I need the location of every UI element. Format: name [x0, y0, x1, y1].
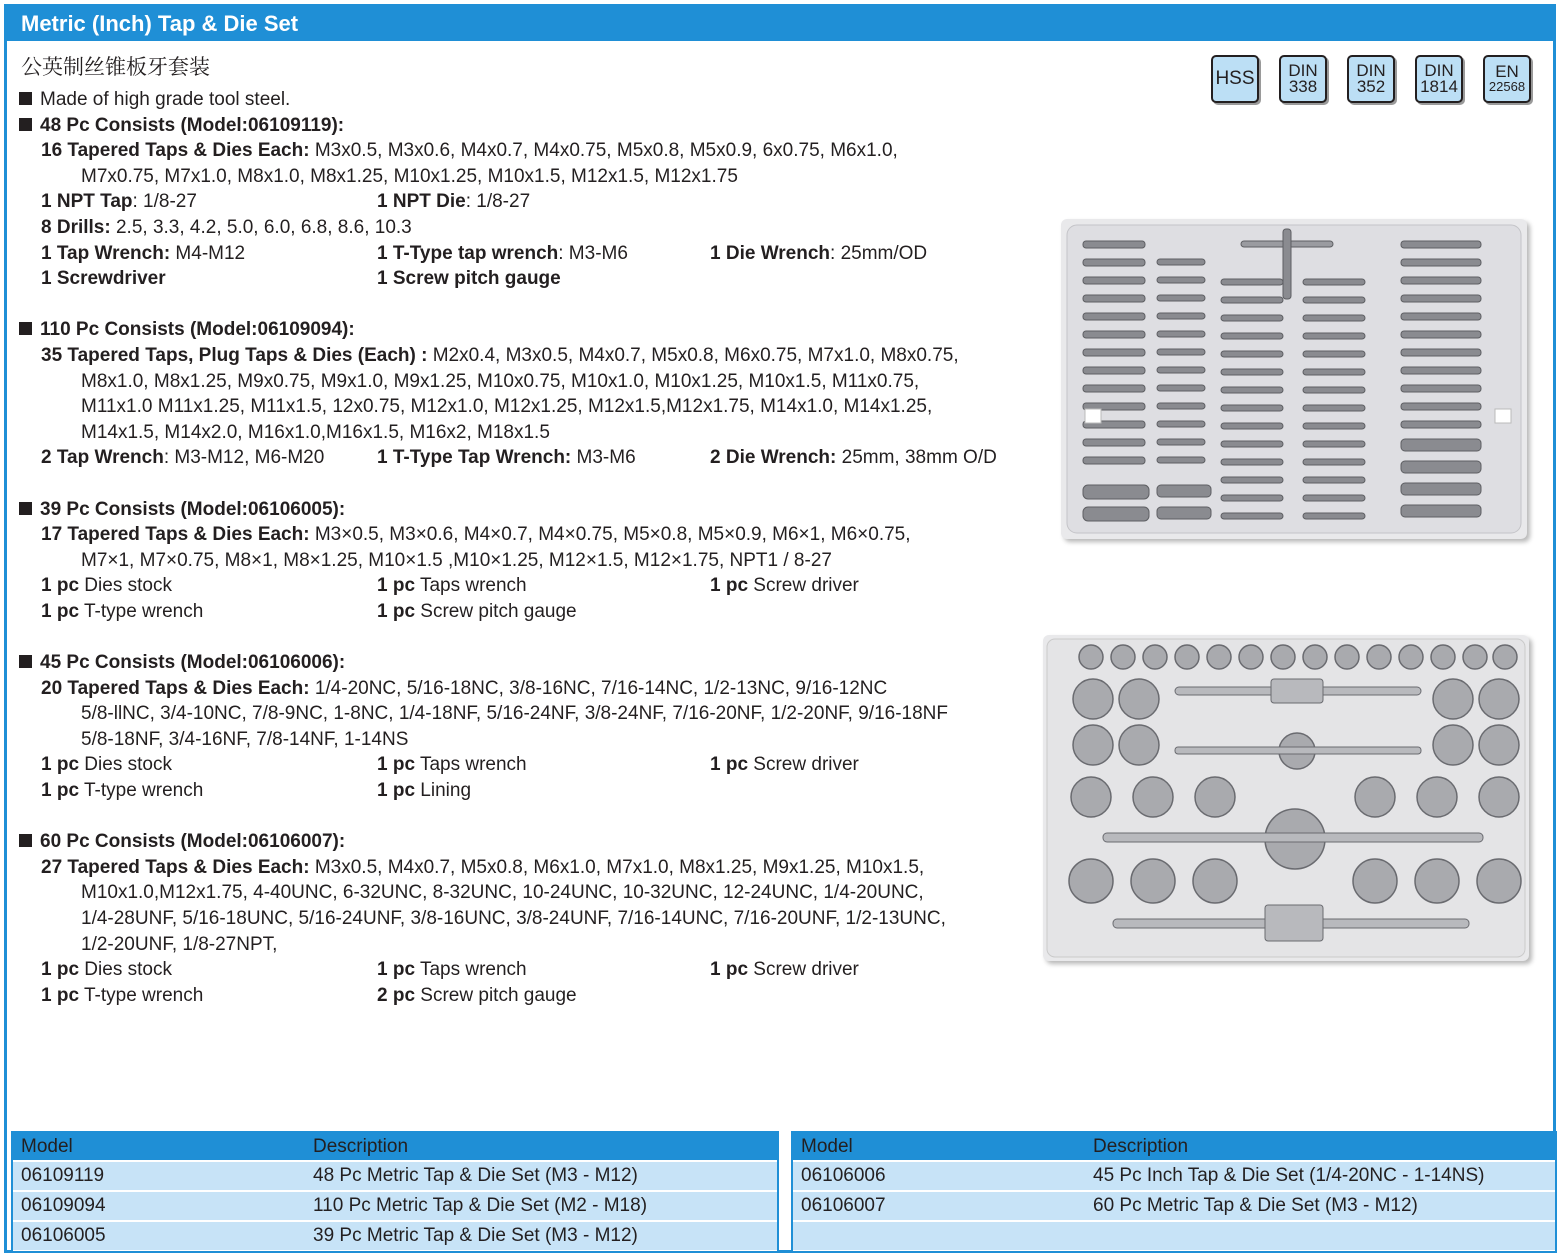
table-row: 06109094 110 Pc Metric Tap & Die Set (M2 - M18) [13, 1190, 777, 1220]
section-110-wrenches: 2 Tap Wrench: M3-M12, M6-M20 1 T-Type Tap Wrench: M3-M6 2 Die Wrench: 25mm, 38mm O/D [41, 447, 997, 469]
section-110-taps-cont: M11x1.0 M11x1.25, M11x1.5, 12x0.75, M12x1.0, M12x1.25, M12x1.5,M12x1.75, M14x1.0, M14x1.25, [81, 396, 933, 418]
table-row [793, 1220, 1555, 1250]
intro-line: Made of high grade tool steel. [19, 87, 997, 113]
tap-set-tray-photo [1061, 219, 1527, 539]
table-header: Model Description [13, 1133, 777, 1160]
section-110-head: 110 Pc Consists (Model:06109094): [19, 317, 997, 343]
bullet-icon [19, 655, 32, 668]
tap-tray-illustration [1061, 219, 1527, 539]
section-60-taps-cont: 1/2-20UNF, 1/8-27NPT, [81, 933, 278, 955]
section-48-drills: 8 Drills: 2.5, 3.3, 4.2, 5.0, 6.0, 6.8, 8.6, 10.3 [41, 216, 412, 238]
section-110-taps-cont: M14x1.5, M14x2.0, M16x1.0,M16x1.5, M16x2, M18x1.5 [81, 421, 550, 443]
badge-din352: DIN 352 [1347, 55, 1395, 103]
section-45-items: 1 pc T-type wrench 1 pc Lining [41, 780, 472, 802]
die-set-tray-photo [1043, 635, 1529, 961]
model-table-left [11, 1131, 779, 1253]
section-45-taps: 20 Tapered Taps & Dies Each: 1/4-20NC, 5/16-18NC, 3/8-16NC, 7/16-14NC, 1/2-13NC, 9/16-12NC [41, 677, 888, 699]
section-39-head: 39 Pc Consists (Model:06106005): [19, 497, 997, 523]
page-title: Metric (Inch) Tap & Die Set [7, 7, 1553, 41]
section-45-taps-cont: 5/8-18NF, 3/4-16NF, 7/8-14NF, 1-14NS [81, 728, 409, 750]
section-48-taps: 16 Tapered Taps & Dies Each: M3x0.5, M3x0.6, M4x0.7, M4x0.75, M5x0.8, M5x0.9, 6x0.75, M6x1.0, [41, 140, 898, 162]
section-60-taps-cont: 1/4-28UNF, 5/16-18UNC, 5/16-24UNF, 3/8-16UNC, 3/8-24UNF, 7/16-14UNC, 7/16-20UNF, 1/2-13UNC, [81, 908, 946, 929]
section-110-taps-cont: M8x1.0, M8x1.25, M9x0.75, M9x1.0, M9x1.25, M10x0.75, M10x1.0, M10x1.25, M10x1.5, M11x0.75, [81, 370, 920, 392]
die-tray-illustration [1043, 635, 1529, 961]
table-row: 06109119 48 Pc Metric Tap & Die Set (M3 - M12) [13, 1160, 777, 1190]
table-row: 06106007 60 Pc Metric Tap & Die Set (M3 - M12) [793, 1190, 1555, 1220]
model-table-right [791, 1131, 1557, 1253]
table-header: Model Description [793, 1133, 1555, 1160]
badge-hss: HSS [1211, 55, 1259, 103]
section-48-head: 48 Pc Consists (Model:06109119): [19, 113, 997, 139]
bullet-icon [19, 118, 32, 131]
section-39-taps: 17 Tapered Taps & Dies Each: M3×0.5, M3×0.6, M4×0.7, M4×0.75, M5×0.8, M5×0.9, M6×1, M6×0.75, [41, 524, 911, 546]
catalog-frame [4, 4, 1556, 1253]
section-48-npt: 1 NPT Tap: 1/8-27 1 NPT Die: 1/8-27 [41, 191, 531, 213]
badge-din1814: DIN 1814 [1415, 55, 1463, 103]
section-60-taps-cont: M10x1.0,M12x1.75, 4-40UNC, 6-32UNC, 8-32UNC, 10-24UNC, 10-32UNC, 12-24UNC, 1/4-20UNC, [81, 882, 924, 904]
bullet-icon [19, 834, 32, 847]
table-row: 06106005 39 Pc Metric Tap & Die Set (M3 - M12) [13, 1220, 777, 1250]
section-39-taps-cont: M7×1, M7×0.75, M8×1, M8×1.25, M10×1.5 ,M10×1.25, M12×1.5, M12×1.75, NPT1 / 8-27 [81, 549, 832, 571]
bullet-icon [19, 92, 32, 105]
bullet-icon [19, 502, 32, 515]
section-48-wrenches: 1 Tap Wrench: M4-M12 1 T-Type tap wrench: M3-M6 1 Die Wrench: 25mm/OD [41, 242, 928, 264]
section-60-taps: 27 Tapered Taps & Dies Each: M3x0.5, M4x0.7, M5x0.8, M6x1.0, M7x1.0, M8x1.25, M9x1.25, M10x1.5, [41, 856, 925, 878]
section-45-items: 1 pc Dies stock 1 pc Taps wrench 1 pc Screw driver [41, 754, 859, 776]
chinese-subtitle: 公英制丝锥板牙套装 [21, 55, 210, 79]
section-60-items: 1 pc Dies stock 1 pc Taps wrench 1 pc Screw driver [41, 959, 859, 981]
spec-content [19, 87, 997, 1008]
section-60-head: 60 Pc Consists (Model:06106007): [19, 829, 997, 855]
section-48-misc: 1 Screwdriver 1 Screw pitch gauge [41, 268, 561, 290]
table-row: 06106006 45 Pc Inch Tap & Die Set (1/4-20NC - 1-14NS) [793, 1160, 1555, 1190]
section-45-head: 45 Pc Consists (Model:06106006): [19, 650, 997, 676]
section-110-taps: 35 Tapered Taps, Plug Taps & Dies (Each) : M2x0.4, M3x0.5, M4x0.7, M5x0.8, M6x0.75, M7x1.0, M8x0.75, [41, 344, 959, 366]
section-39-items: 1 pc T-type wrench 1 pc Screw pitch gauge [41, 600, 577, 622]
section-45-taps-cont: 5/8-llNC, 3/4-10NC, 7/8-9NC, 1-8NC, 1/4-18NF, 5/16-24NF, 3/8-24NF, 7/16-20NF, 1/2-20NF, 9/16-18NF [81, 703, 948, 725]
section-39-items: 1 pc Dies stock 1 pc Taps wrench 1 pc Screw driver [41, 575, 859, 597]
section-60-items: 1 pc T-type wrench 2 pc Screw pitch gauge [41, 984, 577, 1006]
section-48-taps-cont: M7x0.75, M7x1.0, M8x1.0, M8x1.25, M10x1.25, M10x1.5, M12x1.5, M12x1.75 [81, 165, 738, 187]
badge-din338: DIN 338 [1279, 55, 1327, 103]
standards-badges [1211, 55, 1531, 103]
badge-en22568: EN 22568 [1483, 55, 1531, 103]
bullet-icon [19, 322, 32, 335]
